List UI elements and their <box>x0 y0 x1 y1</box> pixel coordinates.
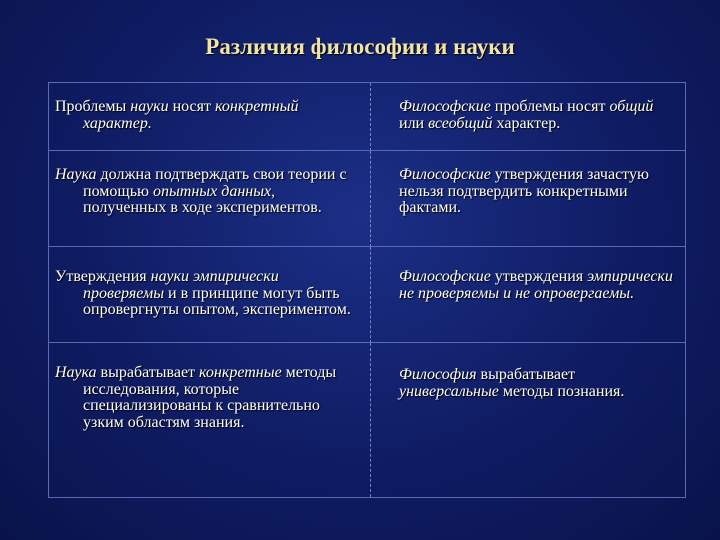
cell-text: , полученных в ходе экспериментов. <box>83 182 322 216</box>
cell-text: методы познания. <box>498 382 625 400</box>
philosophy-cell <box>371 247 685 343</box>
emphasized-text: Философские <box>399 98 491 115</box>
emphasized-text: науки эмпирически проверяемы <box>83 268 279 302</box>
cell-text: Проблемы <box>55 98 131 115</box>
cell-text: утверждения <box>490 268 588 285</box>
science-cell <box>49 343 371 497</box>
cell-text: характер. <box>492 114 561 132</box>
science-cell <box>49 151 371 247</box>
cell-text: вырабатывает <box>96 364 200 381</box>
emphasized-text: Философские <box>399 268 491 285</box>
emphasized-text: опытных данных <box>152 182 272 200</box>
cell-text: проблемы носят <box>490 98 610 115</box>
science-cell <box>49 247 371 343</box>
emphasized-text: науки <box>130 98 169 115</box>
philosophy-cell <box>371 83 685 151</box>
emphasized-text: Наука <box>55 364 97 381</box>
emphasized-text: Наука <box>55 166 97 183</box>
cell-text: методы исследования, которые специализированы к сравнительно узким областям знания. <box>83 364 337 431</box>
emphasized-text: общий <box>609 98 654 115</box>
philosophy-cell <box>371 343 685 497</box>
emphasized-text: всеобщий <box>428 114 493 132</box>
comparison-table <box>48 82 686 498</box>
cell-text: вырабатывает <box>476 366 576 383</box>
slide-title: Различия философии и науки <box>205 34 515 59</box>
emphasized-text: Философия <box>399 366 477 383</box>
emphasized-text: Философские <box>399 166 491 183</box>
cell-text: утверждения зачастую нельзя подтвердить конкретными фактами. <box>399 166 649 216</box>
emphasized-text: конкретные <box>199 364 282 381</box>
cell-text: должна подтверждать свои теории с помощью <box>83 166 347 200</box>
philosophy-cell <box>371 151 685 247</box>
emphasized-text: универсальные <box>399 382 499 400</box>
cell-text: или <box>399 114 429 132</box>
science-cell <box>49 83 371 151</box>
emphasized-text: конкретный характер. <box>83 98 299 132</box>
cell-text: Утверждения <box>55 268 151 285</box>
cell-text: и в принципе могут быть опровергнуты опытом, экспериментом. <box>83 284 351 318</box>
emphasized-text: эмпирически не проверяемы и не опровергаемы. <box>399 268 673 302</box>
cell-text: носят <box>168 98 215 115</box>
